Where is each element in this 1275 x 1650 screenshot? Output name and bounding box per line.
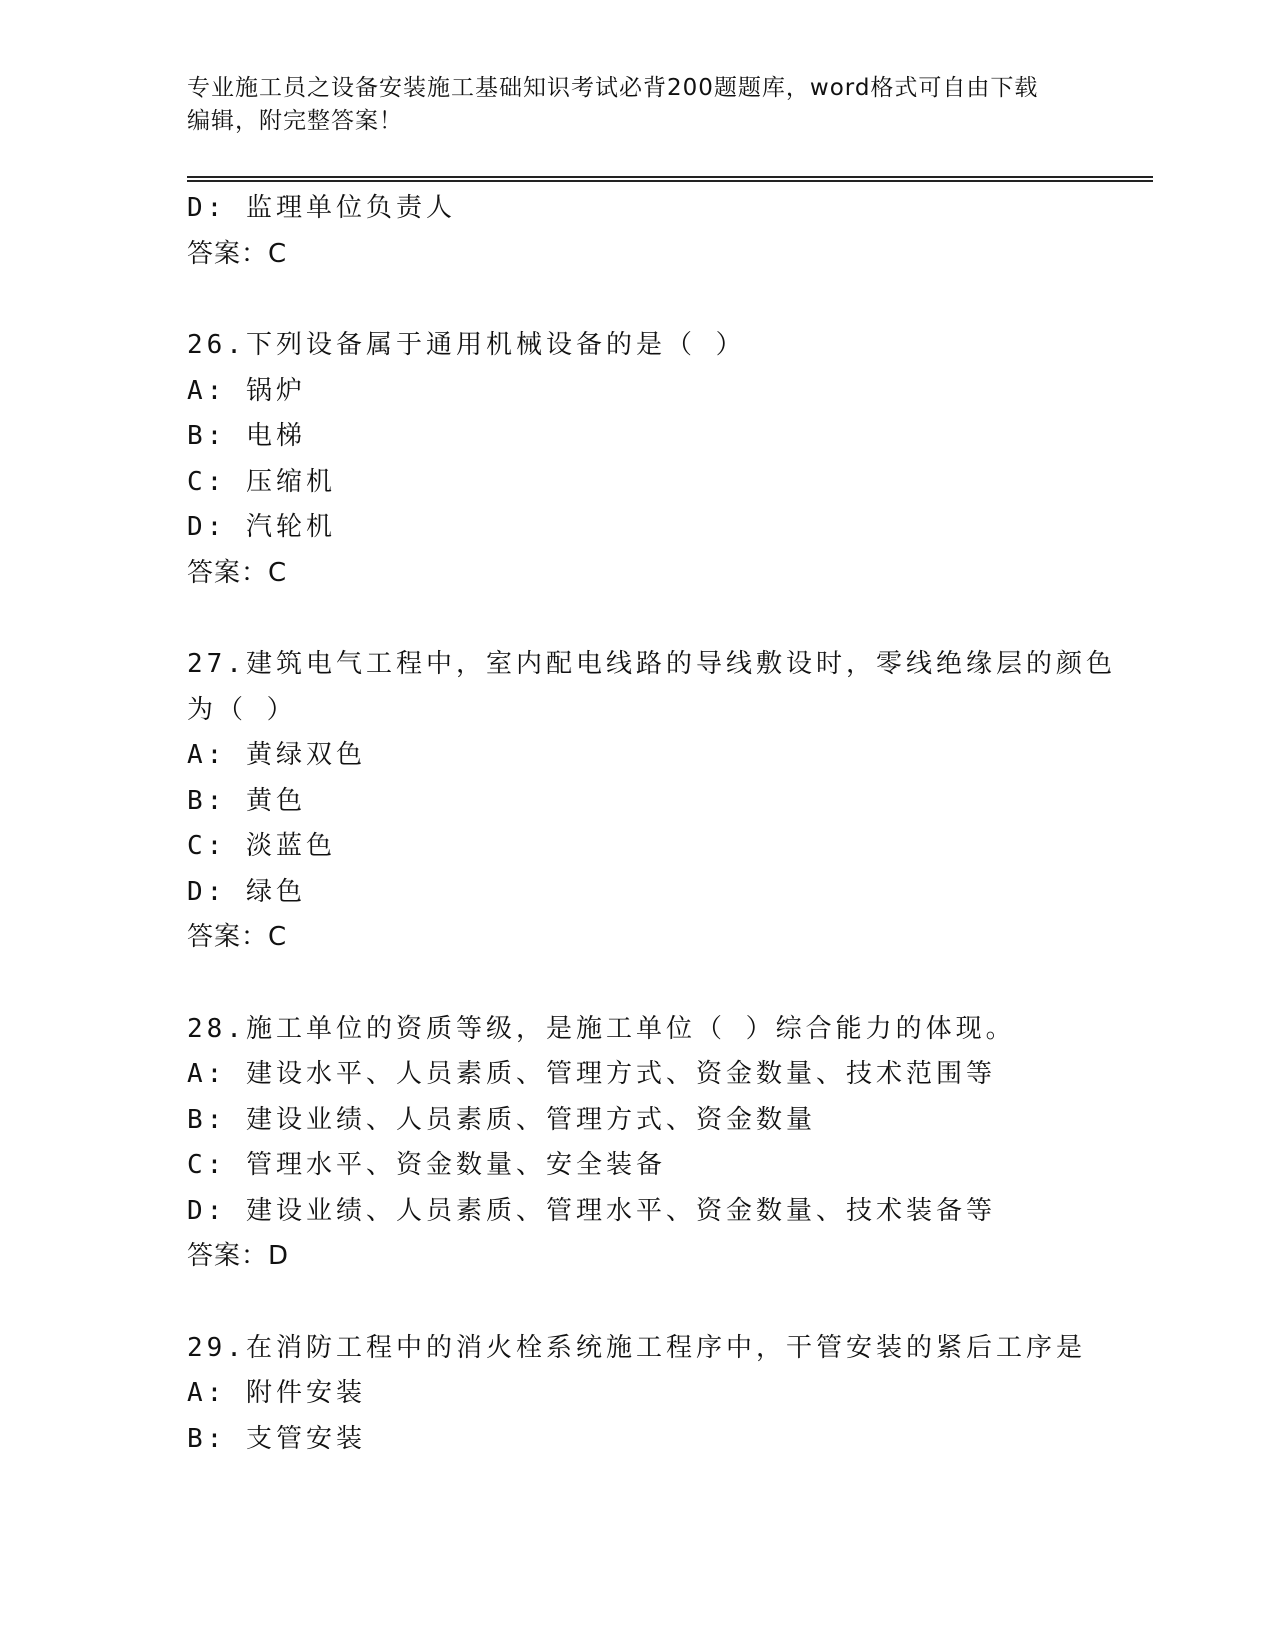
question-stem: 28.施工单位的资质等级，是施工单位（ ）综合能力的体现。 [187,1013,1016,1044]
previous-question-tail [187,186,1087,277]
option-c: C: 压缩机 [187,466,336,497]
question-26 [187,323,1087,596]
header-line-2: 编辑，附完整答案！ [187,108,403,134]
option-b: B: 支管安装 [187,1423,366,1454]
option-d: D: 监理单位负责人 [187,193,456,223]
spacer [187,1280,1087,1326]
option-b: B: 黄色 [187,785,306,816]
option-a: A: 附件安装 [187,1378,366,1408]
question-stem: 29.在消防工程中的消火栓系统施工程序中，干管安装的紧后工序是 [187,1332,1086,1363]
option-c: C: 淡蓝色 [187,831,336,861]
answer-line: 答案：D [187,1241,290,1271]
answer-line: 答案：C [187,557,288,588]
option-b: B: 建设业绩、人员素质、管理方式、资金数量 [187,1104,816,1135]
answer-line: 答案：C [187,922,288,952]
question-27 [187,642,1116,961]
option-d: D: 建设业绩、人员素质、管理水平、资金数量、技术装备等 [187,1195,996,1226]
page-header [187,72,1087,138]
option-a: A: 黄绿双色 [187,740,366,770]
question-stem: 26.下列设备属于通用机械设备的是（ ） [187,330,746,360]
spacer [187,277,1087,323]
question-stem-line-2: 为（ ） [187,694,297,725]
option-d: D: 绿色 [187,876,306,907]
answer-line: 答案：C [187,238,288,269]
question-29 [187,1326,1087,1463]
spacer [187,596,1087,642]
header-divider [187,176,1153,182]
option-c: C: 管理水平、资金数量、安全装备 [187,1150,666,1180]
header-line-1: 专业施工员之设备安装施工基础知识考试必背200题题库，word格式可自由下载 [187,75,1039,101]
option-a: A: 锅炉 [187,375,306,406]
option-d: D: 汽轮机 [187,512,336,542]
question-stem-line-1: 27.建筑电气工程中，室内配电线路的导线敷设时，零线绝缘层的颜色 [187,649,1116,679]
question-list [187,186,1116,1462]
option-a: A: 建设水平、人员素质、管理方式、资金数量、技术范围等 [187,1059,996,1089]
option-b: B: 电梯 [187,421,306,451]
question-28 [187,1007,1087,1280]
spacer [187,961,1087,1007]
